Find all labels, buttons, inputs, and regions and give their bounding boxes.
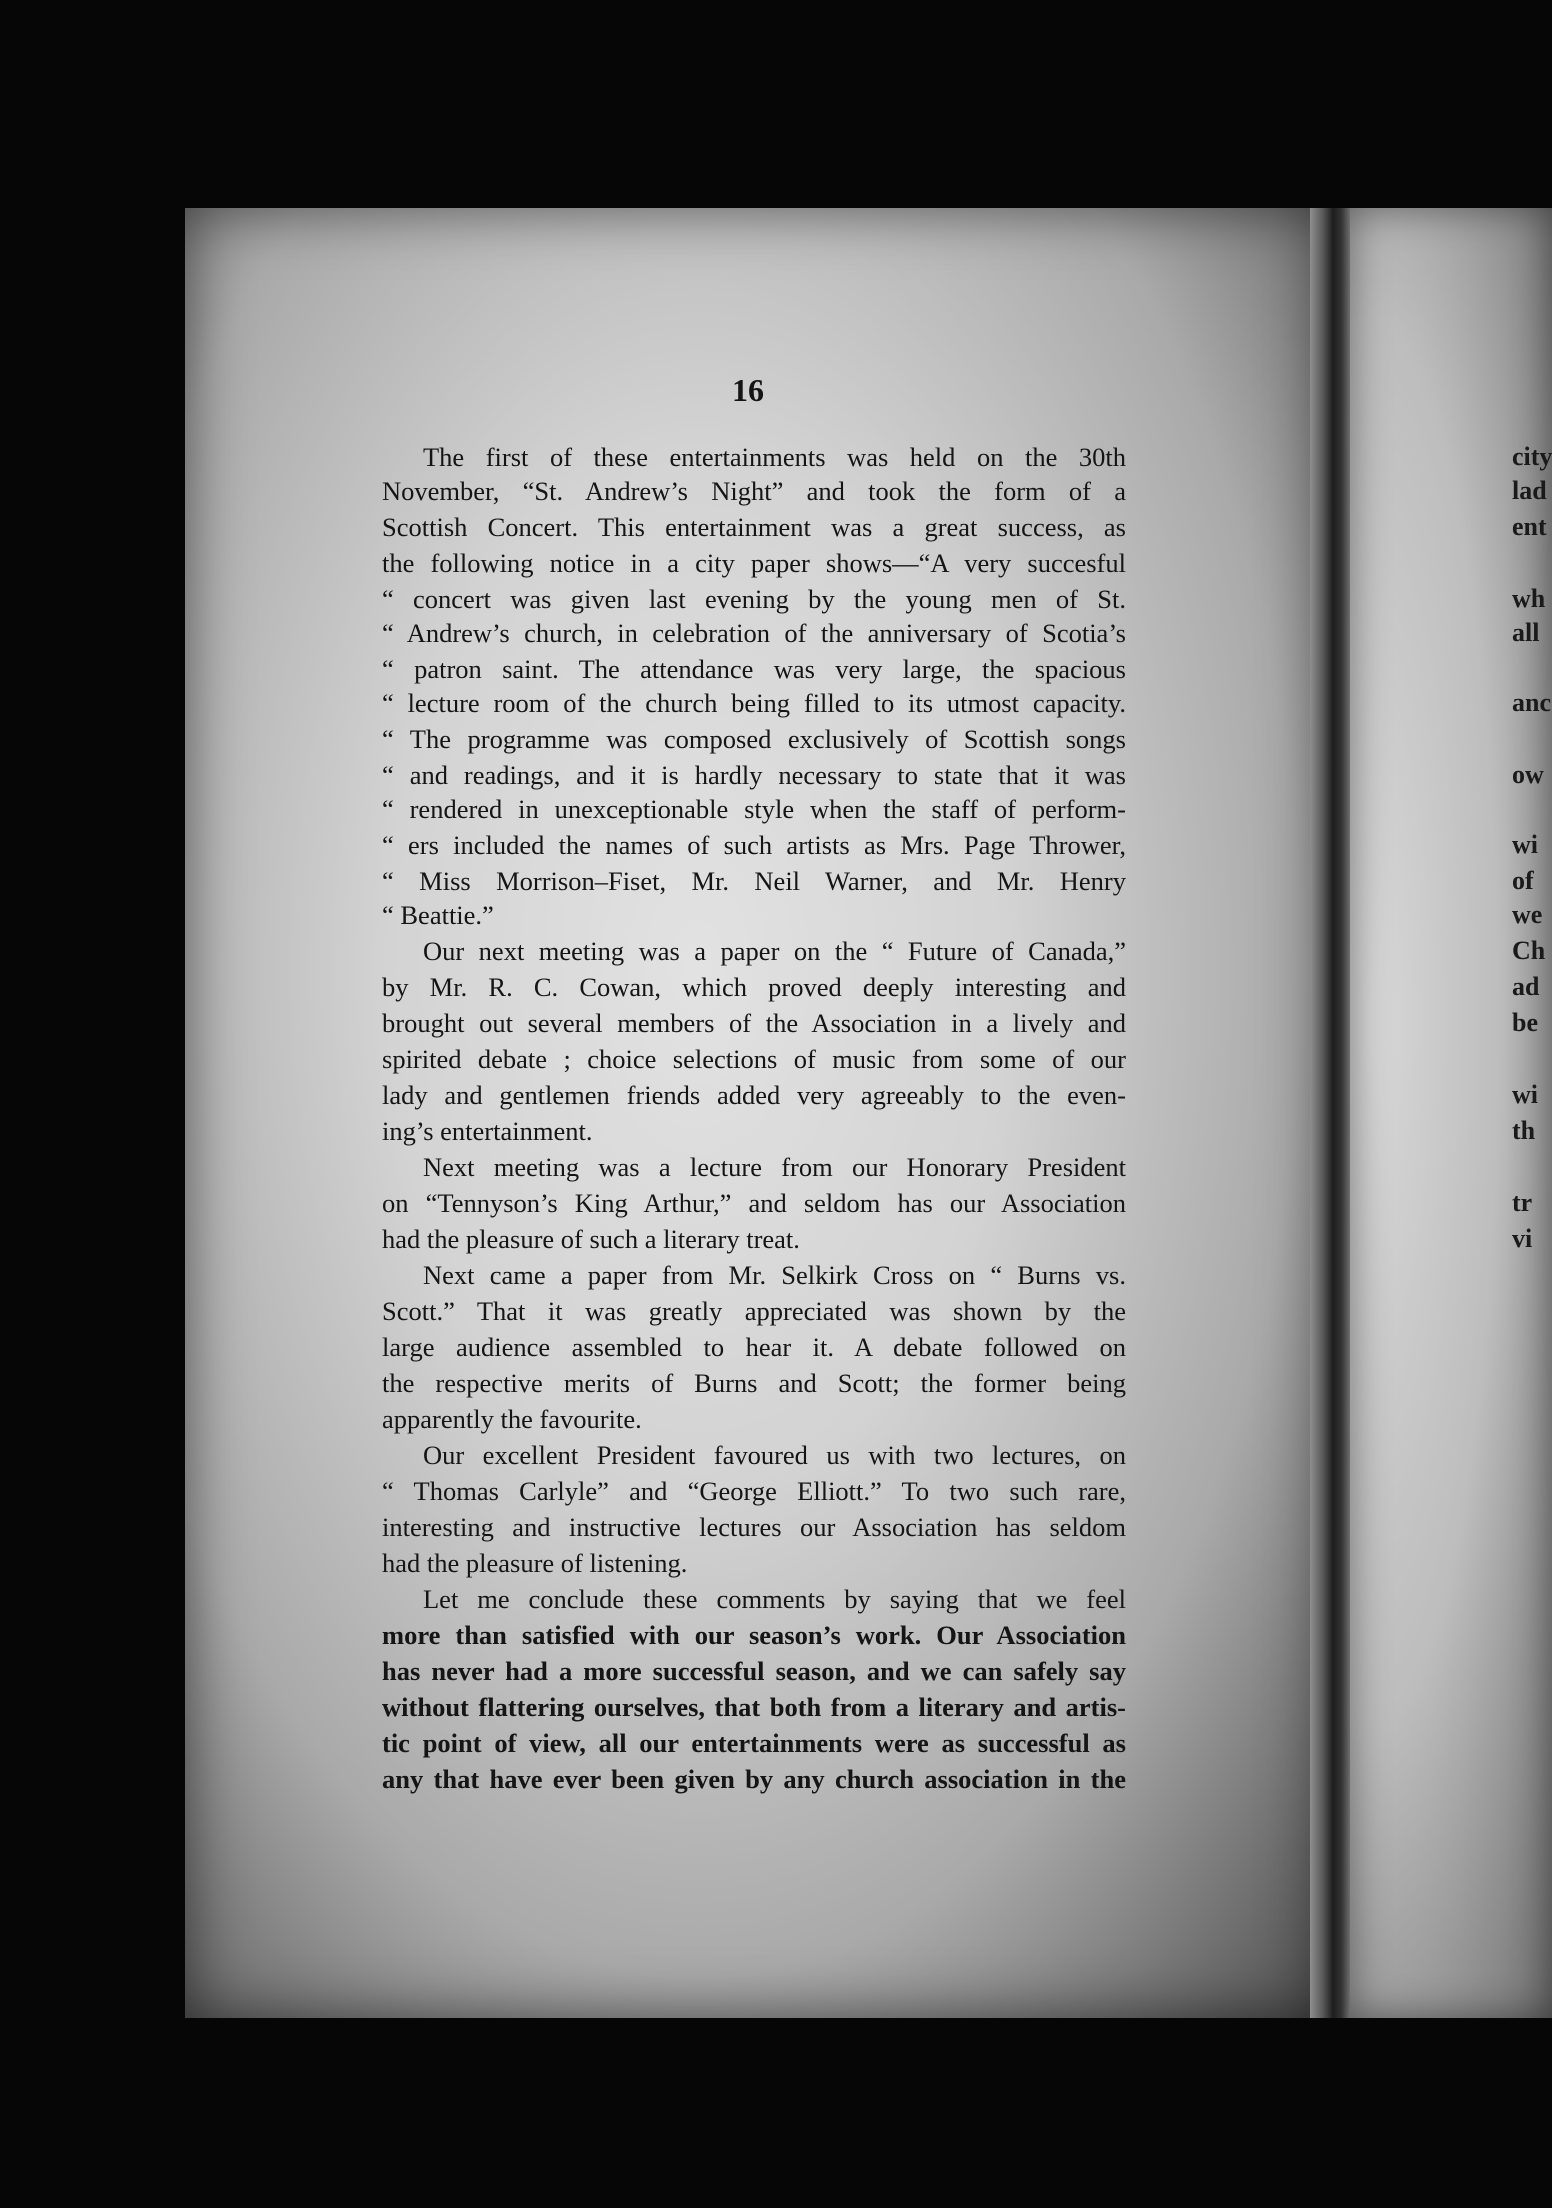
text-line: “ Thomas Carlyle” and “George Elliott.” To two such rare, xyxy=(382,1476,1126,1506)
text-line: Our next meeting was a paper on the “ Future of Canada,” xyxy=(423,936,1126,966)
text-line: any that have ever been given by any church association in the xyxy=(382,1764,1126,1794)
text-line: ing’s entertainment. xyxy=(382,1116,593,1146)
text-line: Next came a paper from Mr. Selkirk Cross on “ Burns vs. xyxy=(423,1260,1126,1290)
text-line: tic point of view, all our entertainments were as successful as xyxy=(382,1728,1126,1758)
text-line: without flattering ourselves, that both from a literary and artis- xyxy=(382,1692,1126,1722)
text-line: has never had a more successful season, and we can safely say xyxy=(382,1656,1126,1686)
right-page-fragment: Ch xyxy=(1512,936,1546,965)
right-page-fragment: th xyxy=(1512,1116,1536,1145)
text-line: “ Miss Morrison–Fiset, Mr. Neil Warner, and Mr. Henry xyxy=(382,866,1126,896)
right-page-fragment: lad xyxy=(1512,476,1547,505)
text-line: had the pleasure of such a literary treat. xyxy=(382,1224,800,1254)
text-line: “ and readings, and it is hardly necessary to state that it was xyxy=(382,760,1126,790)
text-line: by Mr. R. C. Cowan, which proved deeply interesting and xyxy=(382,972,1126,1002)
right-page-fragment: ow xyxy=(1512,760,1544,789)
text-line: more than satisfied with our season’s work. Our Association xyxy=(382,1620,1126,1650)
text-line: “ Beattie.” xyxy=(382,900,494,930)
text-line: the following notice in a city paper shows—“A very succesful xyxy=(382,548,1126,578)
text-line: lady and gentlemen friends added very agreeably to the even- xyxy=(382,1080,1126,1110)
right-page-fragment: city xyxy=(1512,442,1552,471)
text-line: “ ers included the names of such artists as Mrs. Page Thrower, xyxy=(382,830,1126,860)
text-line: Scott.” That it was greatly appreciated was shown by the xyxy=(382,1296,1126,1326)
text-line: apparently the favourite. xyxy=(382,1404,642,1434)
right-page-fragment: all xyxy=(1512,618,1540,647)
text-line: “ rendered in unexceptionable style when the staff of perform- xyxy=(382,794,1126,824)
text-line: spirited debate ; choice selections of music from some of our xyxy=(382,1044,1126,1074)
book-gutter xyxy=(1310,208,1352,2018)
text-line: large audience assembled to hear it. A debate followed on xyxy=(382,1332,1126,1362)
text-line: “ Andrew’s church, in celebration of the anniversary of Scotia’s xyxy=(382,618,1126,648)
right-page-fragment: we xyxy=(1512,900,1543,929)
right-page-fragment: anc xyxy=(1512,688,1551,717)
right-page-fragment: be xyxy=(1512,1008,1538,1037)
text-line: “ patron saint. The attendance was very large, the spacious xyxy=(382,654,1126,684)
right-page-fragment: wi xyxy=(1512,830,1538,859)
right-page-fragment: vi xyxy=(1512,1224,1533,1253)
text-line: the respective merits of Burns and Scott; the former being xyxy=(382,1368,1126,1398)
text-line: The first of these entertainments was held on the 30th xyxy=(423,442,1126,472)
right-page-fragment: tr xyxy=(1512,1188,1533,1217)
right-page-fragment: ad xyxy=(1512,972,1540,1001)
text-line: interesting and instructive lectures our Association has seldom xyxy=(382,1512,1126,1542)
text-line: “ The programme was composed exclusively of Scottish songs xyxy=(382,724,1126,754)
text-line: on “Tennyson’s King Arthur,” and seldom has our Association xyxy=(382,1188,1126,1218)
text-line: Scottish Concert. This entertainment was a great success, as xyxy=(382,512,1126,542)
text-line: brought out several members of the Association in a lively and xyxy=(382,1008,1126,1038)
text-line: Let me conclude these comments by saying that we feel xyxy=(423,1584,1126,1614)
right-page-fragment: wh xyxy=(1512,584,1546,613)
right-page-fragment: wi xyxy=(1512,1080,1538,1109)
right-page-fragment: of xyxy=(1512,866,1534,895)
page-number: 16 xyxy=(732,372,764,408)
text-line: Next meeting was a lecture from our Honorary President xyxy=(423,1152,1126,1182)
text-line: “ lecture room of the church being filled to its utmost capacity. xyxy=(382,688,1126,718)
text-line: “ concert was given last evening by the young men of St. xyxy=(382,584,1126,614)
right-page-fragment: ent xyxy=(1512,512,1547,541)
text-line: Our excellent President favoured us with two lectures, on xyxy=(423,1440,1126,1470)
text-line: had the pleasure of listening. xyxy=(382,1548,688,1578)
text-line: November, “St. Andrew’s Night” and took the form of a xyxy=(382,476,1126,506)
